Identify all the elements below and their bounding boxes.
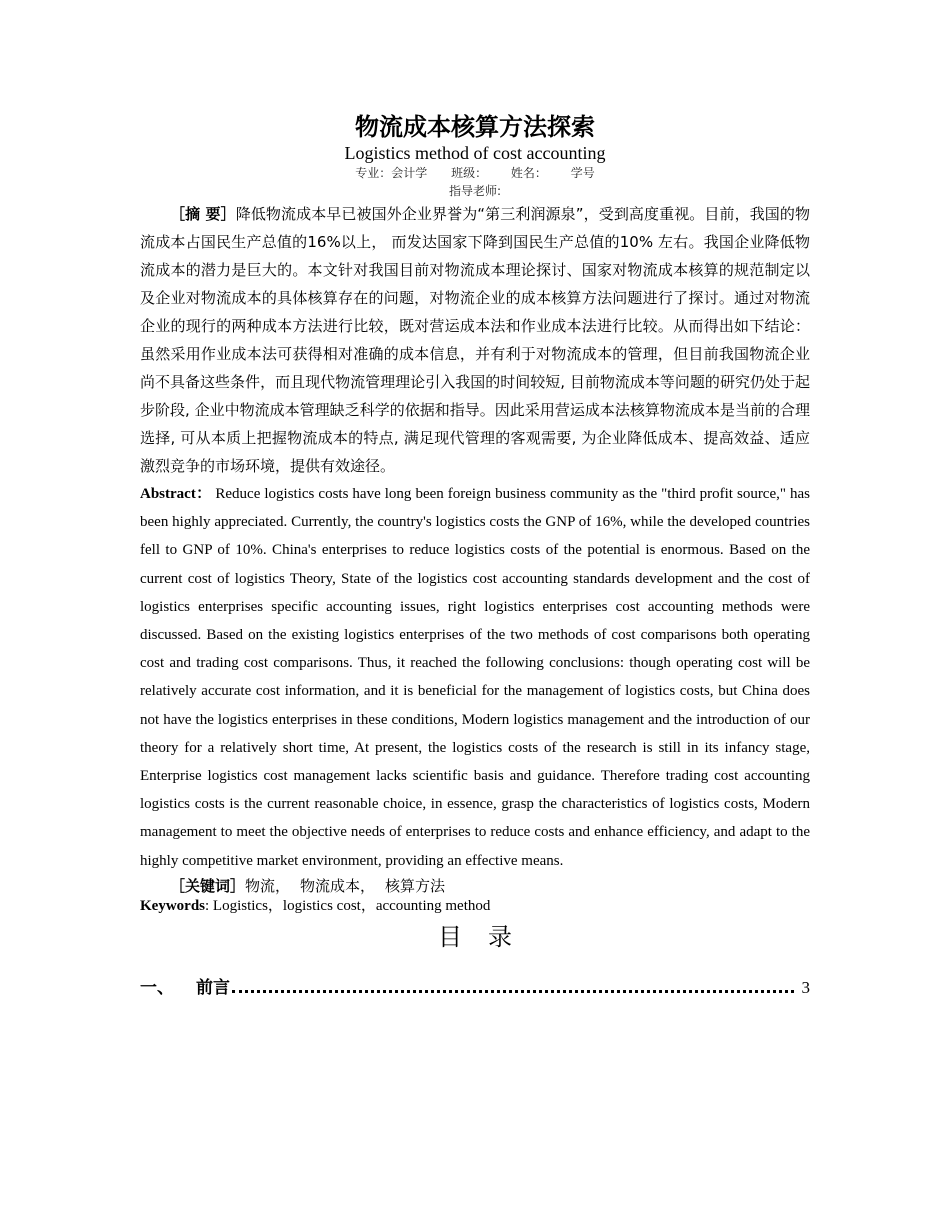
keyword-item: 物流， (245, 876, 291, 895)
content-area (140, 112, 810, 998)
toc-entry-page: 3 (801, 977, 810, 997)
abstract-english (140, 480, 810, 875)
abstract-en-label: Abstract： (140, 486, 212, 502)
abstract-cn-text: 降低物流成本早已被国外企业界誉为“第三利润源泉”，受到高度重视。目前，我国的物流成本占国民生产总值的16%以上， 而发达国家下降到国民生产总值的10% 左右。我国企业降低物流成本的潜力是巨大的。本文针对我国目前对物流成本理论探讨、国家对物流成本核算的规范制定以及企业对物流成本的具体核算存在的问题，对物流企业的成本核算方法问题进行了探讨。通过对物流企业的现行的两种成本方法进行比较，既对营运成本法和作业成本法进行比较。从而得出如下结论：虽然采用作业成本法可获得相对准确的成本信息，并有利于对物流成本的管理，但目前我国物流企业尚不具备这些条件，而且现代物流管理理论引入我国的时间较短, 目前物流成本等问题的研究仍处于起步阶段, 企业中物流成本管理缺乏科学的依据和指导。因此采用营运成本法核算物流成本是当前的合理选择, 可从本质上把握物流成本的特点, 满足现代管理的客观需要, 为企业降低成本、提高效益、适应激烈竞争的市场环境，提供有效途径。 (140, 205, 810, 475)
abstract-cn-label: ［摘 要］ (170, 205, 236, 223)
paper-title: 物流成本核算方法探索 (355, 112, 595, 141)
keywords-english (140, 897, 810, 915)
keywords-chinese (140, 875, 810, 897)
toc-entry-number: 一、 (140, 977, 174, 998)
author-meta (140, 164, 810, 182)
major-label: 专业：会计学 (355, 166, 428, 180)
class-label: 班级： (451, 166, 488, 180)
id-label: 学号 (570, 166, 595, 180)
paper-subtitle: Logistics method of cost accounting (344, 143, 606, 163)
toc-entry-label: 前言 (196, 977, 230, 998)
name-label: 姓名： (510, 166, 547, 180)
toc-title: 目录 (438, 922, 538, 951)
keyword-item: 核算方法 (385, 876, 446, 895)
abstract-chinese (140, 200, 810, 480)
advisor-label: 指导老师: (448, 184, 502, 198)
keywords-en-text: : Logistics，logistics cost，accounting method (205, 897, 491, 914)
toc-entry[interactable] (140, 973, 810, 998)
toc-leader-dots (232, 990, 794, 993)
abstract-en-text: Reduce logistics costs have long been foreign business community as the "third profit source," has been highly appreciated. Currently, the country's logistics costs the GNP of 16%, while the developed countries fell to GNP of 10%. China's enterprises to reduce logistics costs of the potential is enormous. Based on the current cost of logistics Theory, State of the logistics cost accounting standards development and the cost of logistics enterprises specific accounting issues, right logistics enterprises cost accounting methods were discussed. Based on the existing logistics enterprises of the two methods of cost comparisons both operating cost and trading cost comparisons. Thus, it reached the following conclusions: though operating cost will be relatively accurate cost information, and it is beneficial for the management of logistics costs, but China does not have the logistics enterprises in these conditions, Modern logistics management and the introduction of our theory for a relatively short time, At present, the logistics costs of the research is still in its infancy stage, Enterprise logistics cost management lacks scientific basis and guidance. Therefore trading cost accounting logistics costs is the current reasonable choice, in essence, grasp the characteristics of logistics costs, Modern management to meet the objective needs of enterprises to reduce costs and enhance efficiency, and adapt to the highly competitive market environment, providing an effective means. (140, 486, 811, 869)
keywords-cn-label: ［关键词］ (170, 876, 246, 895)
advisor-meta (140, 182, 810, 200)
keywords-en-label: Keywords (140, 897, 205, 914)
keyword-item: 物流成本， (300, 876, 376, 895)
